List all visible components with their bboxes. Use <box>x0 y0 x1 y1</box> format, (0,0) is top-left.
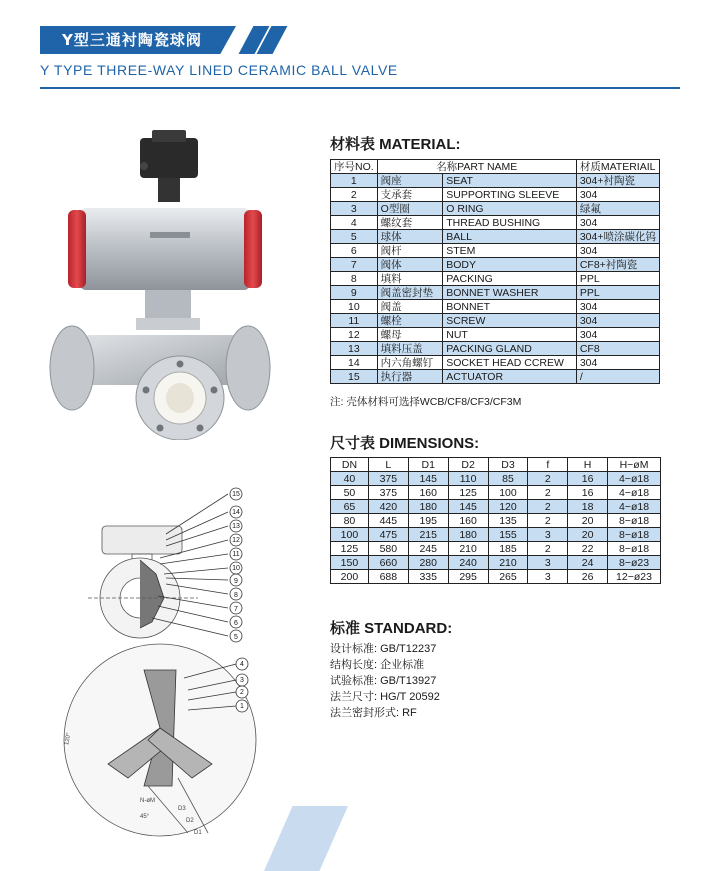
dimensions-cell: 80 <box>331 514 369 528</box>
dimensions-header-cell: DN <box>331 458 369 472</box>
dimensions-cell: 16 <box>568 486 608 500</box>
callout-label: 8 <box>234 592 238 599</box>
material-no: 9 <box>331 286 378 300</box>
material-row <box>331 342 660 356</box>
dimensions-cell: 8−ø23 <box>608 556 661 570</box>
dimensions-cell: 475 <box>368 528 408 542</box>
dimensions-row <box>331 514 661 528</box>
material-no: 13 <box>331 342 378 356</box>
dimensions-cell: 16 <box>568 472 608 486</box>
dimensions-cell: 160 <box>408 486 448 500</box>
drawing-callouts-top <box>230 488 242 645</box>
dimensions-cell: 110 <box>448 472 488 486</box>
material-en-name: BODY <box>443 258 577 272</box>
material-value: 304 <box>576 328 659 342</box>
material-header-material: 材质MATERIAIL <box>576 160 659 174</box>
dimensions-cell: 155 <box>488 528 528 542</box>
dimensions-cell: 688 <box>368 570 408 584</box>
dimensions-row <box>331 570 661 584</box>
header-divider <box>40 87 680 89</box>
dimensions-cell: 2 <box>528 486 568 500</box>
material-value: 304 <box>576 356 659 370</box>
material-row <box>331 272 660 286</box>
material-en-name: BONNET <box>443 300 577 314</box>
callout-label: 15 <box>232 491 240 498</box>
dim-label: 45° <box>140 814 150 820</box>
callout-label: 5 <box>234 634 238 641</box>
dimensions-cell: 40 <box>331 472 369 486</box>
callout-label: 3 <box>240 677 244 684</box>
material-row <box>331 370 660 384</box>
dimensions-cell: 12−ø23 <box>608 570 661 584</box>
dim-label: D1 <box>194 830 202 836</box>
dimensions-cell: 375 <box>368 486 408 500</box>
dimensions-cell: 145 <box>448 500 488 514</box>
material-value: / <box>576 370 659 384</box>
material-value: CF8 <box>576 342 659 356</box>
dimensions-row <box>331 542 661 556</box>
material-en-name: PACKING GLAND <box>443 342 577 356</box>
dimensions-header-cell: H <box>568 458 608 472</box>
callout-label: 13 <box>232 523 240 530</box>
material-header-name: 名称PART NAME <box>377 160 576 174</box>
material-cn-name: O型圈 <box>377 202 443 216</box>
dimensions-cell: 295 <box>448 570 488 584</box>
material-no: 1 <box>331 174 378 188</box>
dimensions-cell: 100 <box>488 486 528 500</box>
callout-label: 12 <box>232 537 240 544</box>
standard-design: 设计标准: GB/T12237 <box>330 643 437 655</box>
material-value: 304 <box>576 216 659 230</box>
dimensions-cell: 100 <box>331 528 369 542</box>
dimensions-header-cell: L <box>368 458 408 472</box>
material-value: PPL <box>576 286 659 300</box>
material-row <box>331 328 660 342</box>
dimensions-cell: 2 <box>528 472 568 486</box>
dimensions-cell: 20 <box>568 514 608 528</box>
dimensions-cell: 125 <box>448 486 488 500</box>
material-no: 8 <box>331 272 378 286</box>
material-no: 14 <box>331 356 378 370</box>
callout-label: 9 <box>234 578 238 585</box>
material-cn-name: 阀体 <box>377 258 443 272</box>
dimensions-header-cell: D2 <box>448 458 488 472</box>
material-cn-name: 填料 <box>377 272 443 286</box>
dimensions-cell: 8−ø18 <box>608 514 661 528</box>
dimensions-cell: 150 <box>331 556 369 570</box>
dimensions-cell: 4−ø18 <box>608 486 661 500</box>
dimensions-cell: 2 <box>528 514 568 528</box>
material-row <box>331 174 660 188</box>
standard-test: 试验标准: GB/T13927 <box>330 675 437 687</box>
material-en-name: ACTUATOR <box>443 370 577 384</box>
material-cn-name: 阀盖 <box>377 300 443 314</box>
dimensions-cell: 335 <box>408 570 448 584</box>
material-cn-name: 阀座 <box>377 174 443 188</box>
dim-label: N-øM <box>140 798 155 804</box>
dimensions-cell: 2 <box>528 500 568 514</box>
dim-label: 120° <box>64 732 73 746</box>
material-no: 3 <box>331 202 378 216</box>
valve-product-photo <box>40 120 280 440</box>
dimensions-cell: 660 <box>368 556 408 570</box>
material-no: 12 <box>331 328 378 342</box>
material-en-name: PACKING <box>443 272 577 286</box>
dimensions-cell: 18 <box>568 500 608 514</box>
callout-label: 1 <box>240 703 244 710</box>
dimensions-title: 尺寸表 DIMENSIONS: <box>330 435 480 452</box>
dimensions-row <box>331 472 661 486</box>
material-note: 注: 壳体材料可选择WCB/CF8/CF3/CF3M <box>330 396 522 408</box>
dimensions-cell: 185 <box>488 542 528 556</box>
material-cn-name: 螺母 <box>377 328 443 342</box>
material-cn-name: 阀杆 <box>377 244 443 258</box>
dimensions-cell: 4−ø18 <box>608 500 661 514</box>
material-en-name: BALL <box>443 230 577 244</box>
material-cn-name: 支承套 <box>377 188 443 202</box>
dimensions-cell: 265 <box>488 570 528 584</box>
material-row <box>331 244 660 258</box>
material-cn-name: 螺纹套 <box>377 216 443 230</box>
material-no: 10 <box>331 300 378 314</box>
dimensions-cell: 8−ø18 <box>608 528 661 542</box>
material-row <box>331 188 660 202</box>
material-row <box>331 314 660 328</box>
dimensions-cell: 135 <box>488 514 528 528</box>
drawing-callouts-bottom <box>236 658 248 714</box>
dimensions-cell: 3 <box>528 570 568 584</box>
dimensions-cell: 85 <box>488 472 528 486</box>
callout-label: 4 <box>240 661 244 668</box>
material-no: 2 <box>331 188 378 202</box>
dimensions-cell: 180 <box>448 528 488 542</box>
dimensions-cell: 125 <box>331 542 369 556</box>
callout-label: 6 <box>234 620 238 627</box>
material-en-name: BONNET WASHER <box>443 286 577 300</box>
dimensions-row <box>331 528 661 542</box>
callout-label: 2 <box>240 689 244 696</box>
dimensions-cell: 65 <box>331 500 369 514</box>
material-row <box>331 258 660 272</box>
material-value: 304 <box>576 188 659 202</box>
dim-label: D2 <box>186 818 194 824</box>
material-value: 304 <box>576 244 659 258</box>
material-title: 材料表 MATERIAL: <box>330 136 461 153</box>
standard-flange-size: 法兰尺寸: HG/T 20592 <box>330 691 440 703</box>
material-row <box>331 202 660 216</box>
material-cn-name: 内六角螺钉 <box>377 356 443 370</box>
material-row <box>331 286 660 300</box>
dimensions-cell: 145 <box>408 472 448 486</box>
material-cn-name: 执行器 <box>377 370 443 384</box>
dimensions-header-cell: f <box>528 458 568 472</box>
dimensions-cell: 210 <box>488 556 528 570</box>
material-row <box>331 230 660 244</box>
material-cn-name: 填料压盖 <box>377 342 443 356</box>
dimensions-cell: 180 <box>408 500 448 514</box>
material-no: 15 <box>331 370 378 384</box>
dimensions-row <box>331 486 661 500</box>
material-value: 绿氟 <box>576 202 659 216</box>
material-no: 7 <box>331 258 378 272</box>
material-row <box>331 300 660 314</box>
dimensions-header-cell: H−øM <box>608 458 661 472</box>
dimensions-cell: 3 <box>528 556 568 570</box>
material-en-name: SOCKET HEAD CCREW <box>443 356 577 370</box>
standard-title: 标准 STANDARD: <box>330 620 453 637</box>
dimensions-cell: 3 <box>528 528 568 542</box>
callout-label: 10 <box>232 565 240 572</box>
dimensions-table <box>330 457 661 584</box>
dimensions-cell: 420 <box>368 500 408 514</box>
dimensions-row <box>331 500 661 514</box>
dimensions-cell: 8−ø18 <box>608 542 661 556</box>
material-en-name: STEM <box>443 244 577 258</box>
dimensions-cell: 375 <box>368 472 408 486</box>
dimensions-cell: 22 <box>568 542 608 556</box>
material-en-name: SUPPORTING SLEEVE <box>443 188 577 202</box>
dimensions-cell: 210 <box>448 542 488 556</box>
en-title: Y TYPE THREE-WAY LINED CERAMIC BALL VALVE <box>40 62 398 78</box>
material-row <box>331 216 660 230</box>
dimensions-cell: 2 <box>528 542 568 556</box>
callout-label: 7 <box>234 606 238 613</box>
material-en-name: SEAT <box>443 174 577 188</box>
callout-label: 11 <box>232 551 240 558</box>
material-value: 304 <box>576 314 659 328</box>
dimensions-cell: 200 <box>331 570 369 584</box>
material-row <box>331 356 660 370</box>
material-cn-name: 球体 <box>377 230 443 244</box>
material-value: 304+喷涂碳化钨 <box>576 230 659 244</box>
dimensions-cell: 26 <box>568 570 608 584</box>
dim-label: D3 <box>178 806 186 812</box>
dimensions-cell: 445 <box>368 514 408 528</box>
dimensions-cell: 24 <box>568 556 608 570</box>
material-header-no: 序号NO. <box>331 160 378 174</box>
material-cn-name: 螺栓 <box>377 314 443 328</box>
dimensions-cell: 4−ø18 <box>608 472 661 486</box>
material-en-name: O RING <box>443 202 577 216</box>
material-no: 11 <box>331 314 378 328</box>
dimensions-cell: 280 <box>408 556 448 570</box>
dimensions-cell: 195 <box>408 514 448 528</box>
material-table <box>330 159 660 384</box>
standard-length: 结构长度: 企业标准 <box>330 659 425 671</box>
dimensions-cell: 215 <box>408 528 448 542</box>
material-value: 304+衬陶瓷 <box>576 174 659 188</box>
material-en-name: THREAD BUSHING <box>443 216 577 230</box>
material-value: 304 <box>576 300 659 314</box>
dimensions-cell: 580 <box>368 542 408 556</box>
dimensions-header-cell: D1 <box>408 458 448 472</box>
dimensions-cell: 120 <box>488 500 528 514</box>
material-no: 5 <box>331 230 378 244</box>
material-value: CF8+衬陶瓷 <box>576 258 659 272</box>
cn-title: Y型三通衬陶瓷球阀 <box>62 31 202 49</box>
material-cn-name: 阀盖密封垫 <box>377 286 443 300</box>
dimensions-cell: 240 <box>448 556 488 570</box>
material-en-name: SCREW <box>443 314 577 328</box>
material-no: 6 <box>331 244 378 258</box>
valve-technical-drawing <box>48 478 288 843</box>
dimensions-cell: 50 <box>331 486 369 500</box>
callout-label: 14 <box>232 509 240 516</box>
dimensions-cell: 20 <box>568 528 608 542</box>
dimensions-cell: 245 <box>408 542 448 556</box>
material-no: 4 <box>331 216 378 230</box>
dimensions-cell: 160 <box>448 514 488 528</box>
material-en-name: NUT <box>443 328 577 342</box>
material-value: PPL <box>576 272 659 286</box>
dimensions-header-cell: D3 <box>488 458 528 472</box>
standard-flange-seal: 法兰密封形式: RF <box>330 707 417 719</box>
dimensions-row <box>331 556 661 570</box>
